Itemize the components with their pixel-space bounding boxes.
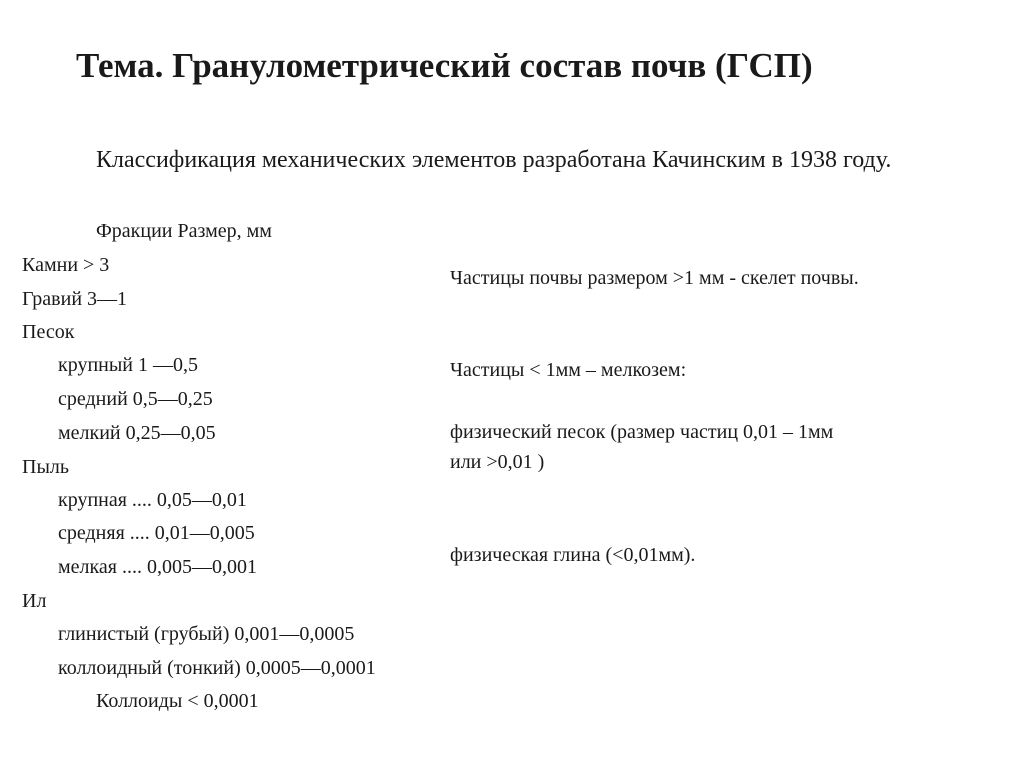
note-physical-sand-line2: или >0,01 ) bbox=[450, 451, 545, 473]
note-physical-clay: физическая глина (<0,01мм). bbox=[450, 544, 696, 566]
dust-fine: мелкая .... 0,005—0,001 bbox=[58, 556, 258, 578]
note-fine-earth: Частицы < 1мм – мелкозем: bbox=[450, 359, 687, 381]
fraction-colloids: Коллоиды < 0,0001 bbox=[96, 690, 259, 712]
sand-fine: мелкий 0,25—0,05 bbox=[58, 422, 216, 444]
note-physical-sand-line1: физический песок (размер частиц 0,01 – 1мм bbox=[450, 421, 834, 443]
silt-colloidal: коллоидный (тонкий) 0,0005—0,0001 bbox=[58, 657, 376, 679]
silt-clayey: глинистый (грубый) 0,001—0,0005 bbox=[58, 623, 355, 645]
dust-medium: средняя .... 0,01—0,005 bbox=[58, 522, 255, 544]
fraction-gravel: Гравий 3—1 bbox=[22, 288, 128, 310]
sand-coarse: крупный 1 —0,5 bbox=[58, 354, 198, 376]
sand-medium: средний 0,5—0,25 bbox=[58, 388, 213, 410]
fractions-header: Фракции Размер, мм bbox=[96, 220, 272, 242]
dust-coarse: крупная .... 0,05—0,01 bbox=[58, 489, 247, 511]
slide-title: Тема. Гранулометрический состав почв (ГСП) bbox=[76, 46, 813, 85]
fraction-silt: Ил bbox=[22, 590, 47, 612]
intro-paragraph: Классификация механических элементов разработана Качинским в 1938 году. bbox=[96, 147, 892, 173]
fraction-stones: Камни > 3 bbox=[22, 254, 110, 276]
fraction-dust: Пыль bbox=[22, 456, 69, 478]
note-skeleton: Частицы почвы размером >1 мм - скелет почвы. bbox=[450, 267, 859, 289]
fraction-sand: Песок bbox=[22, 321, 75, 343]
